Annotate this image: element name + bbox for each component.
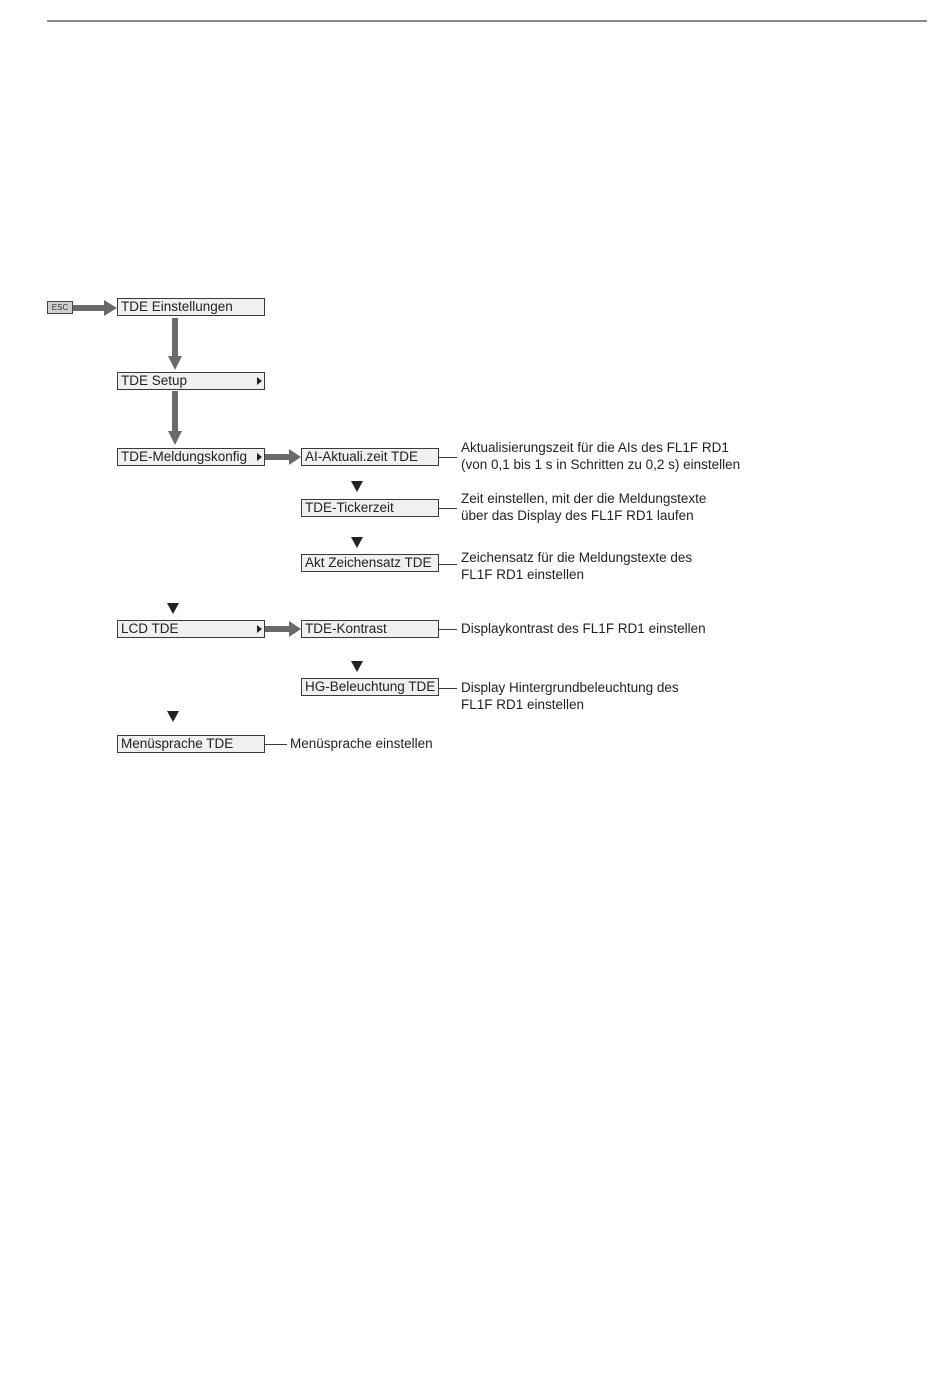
desc-line: Display Hintergrundbeleuchtung des <box>461 680 679 695</box>
down-arrow-2-shaft <box>172 391 178 432</box>
submenu-kontrast-label: TDE-Kontrast <box>305 621 387 636</box>
menu-menusprache-label: Menüsprache TDE <box>121 736 234 751</box>
submenu-arrow-icon <box>257 453 262 461</box>
menu-lcd-tde-label: LCD TDE <box>121 621 179 636</box>
desc-line: Aktualisierungszeit für die AIs des FL1F RD1 <box>461 440 729 455</box>
desc-line: Zeichensatz für die Meldungstexte des <box>461 550 693 565</box>
connector-line <box>439 564 457 565</box>
submenu-ai-aktuali[interactable] <box>301 448 439 466</box>
menu-tde-einstellungen-label: TDE Einstellungen <box>121 299 233 314</box>
submenu-zeichensatz[interactable] <box>301 554 439 572</box>
menu-menusprache[interactable] <box>117 735 265 753</box>
down-triangle-icon <box>167 711 179 722</box>
esc-arrow-shaft <box>73 305 105 311</box>
submenu-ai-aktuali-label: AI-Aktuali.zeit TDE <box>305 449 419 464</box>
submenu-kontrast[interactable] <box>301 620 439 638</box>
esc-key[interactable]: ESC <box>47 301 73 314</box>
desc-line: Zeit einstellen, mit der die Meldungstexte <box>461 491 707 506</box>
esc-arrow-head <box>104 300 117 316</box>
desc-line: über das Display des FL1F RD1 laufen <box>461 508 694 523</box>
connector-line <box>439 457 457 458</box>
menu-tde-einstellungen[interactable] <box>117 298 265 316</box>
down-triangle-icon <box>351 537 363 548</box>
desc-line: (von 0,1 bis 1 s in Schritten zu 0,2 s) einstellen <box>461 457 741 472</box>
right-arrow-2-head <box>289 621 301 637</box>
right-arrow-1-shaft <box>265 454 290 460</box>
desc-line: FL1F RD1 einstellen <box>461 697 585 712</box>
submenu-tickerzeit-label: TDE-Tickerzeit <box>305 500 394 515</box>
desc-kontrast: Displaykontrast des FL1F RD1 einstellen <box>461 621 706 636</box>
submenu-beleuchtung-label: HG-Beleuchtung TDE <box>305 679 436 694</box>
desc-ai-aktuali <box>461 439 740 473</box>
desc-zeichensatz <box>461 549 692 583</box>
down-arrow-1-shaft <box>172 318 178 358</box>
submenu-arrow-icon <box>257 625 262 633</box>
menu-lcd-tde[interactable] <box>117 620 265 638</box>
down-triangle-icon <box>167 603 179 614</box>
submenu-zeichensatz-label: Akt Zeichensatz TDE <box>305 555 432 570</box>
menu-tde-setup-label: TDE Setup <box>121 373 188 388</box>
desc-line: FL1F RD1 einstellen <box>461 567 585 582</box>
menu-tde-meldungskonfig-label: TDE-Meldungskonfig <box>121 449 248 464</box>
menu-tde-setup[interactable] <box>117 372 265 390</box>
submenu-beleuchtung[interactable] <box>301 678 439 696</box>
right-arrow-1-head <box>289 449 301 465</box>
connector-line <box>439 508 457 509</box>
submenu-tickerzeit[interactable] <box>301 499 439 517</box>
connector-line <box>439 629 457 630</box>
down-triangle-icon <box>351 481 363 492</box>
right-arrow-2-shaft <box>265 626 290 632</box>
submenu-arrow-icon <box>257 377 262 385</box>
desc-beleuchtung <box>461 679 679 713</box>
desc-tickerzeit <box>461 490 706 524</box>
down-arrow-1-head <box>168 356 182 370</box>
connector-line <box>439 688 457 689</box>
desc-menusprache: Menüsprache einstellen <box>290 736 433 751</box>
menu-tde-meldungskonfig[interactable] <box>117 448 265 466</box>
down-triangle-icon <box>351 661 363 672</box>
connector-line <box>265 744 287 745</box>
down-arrow-2-head <box>168 431 182 445</box>
